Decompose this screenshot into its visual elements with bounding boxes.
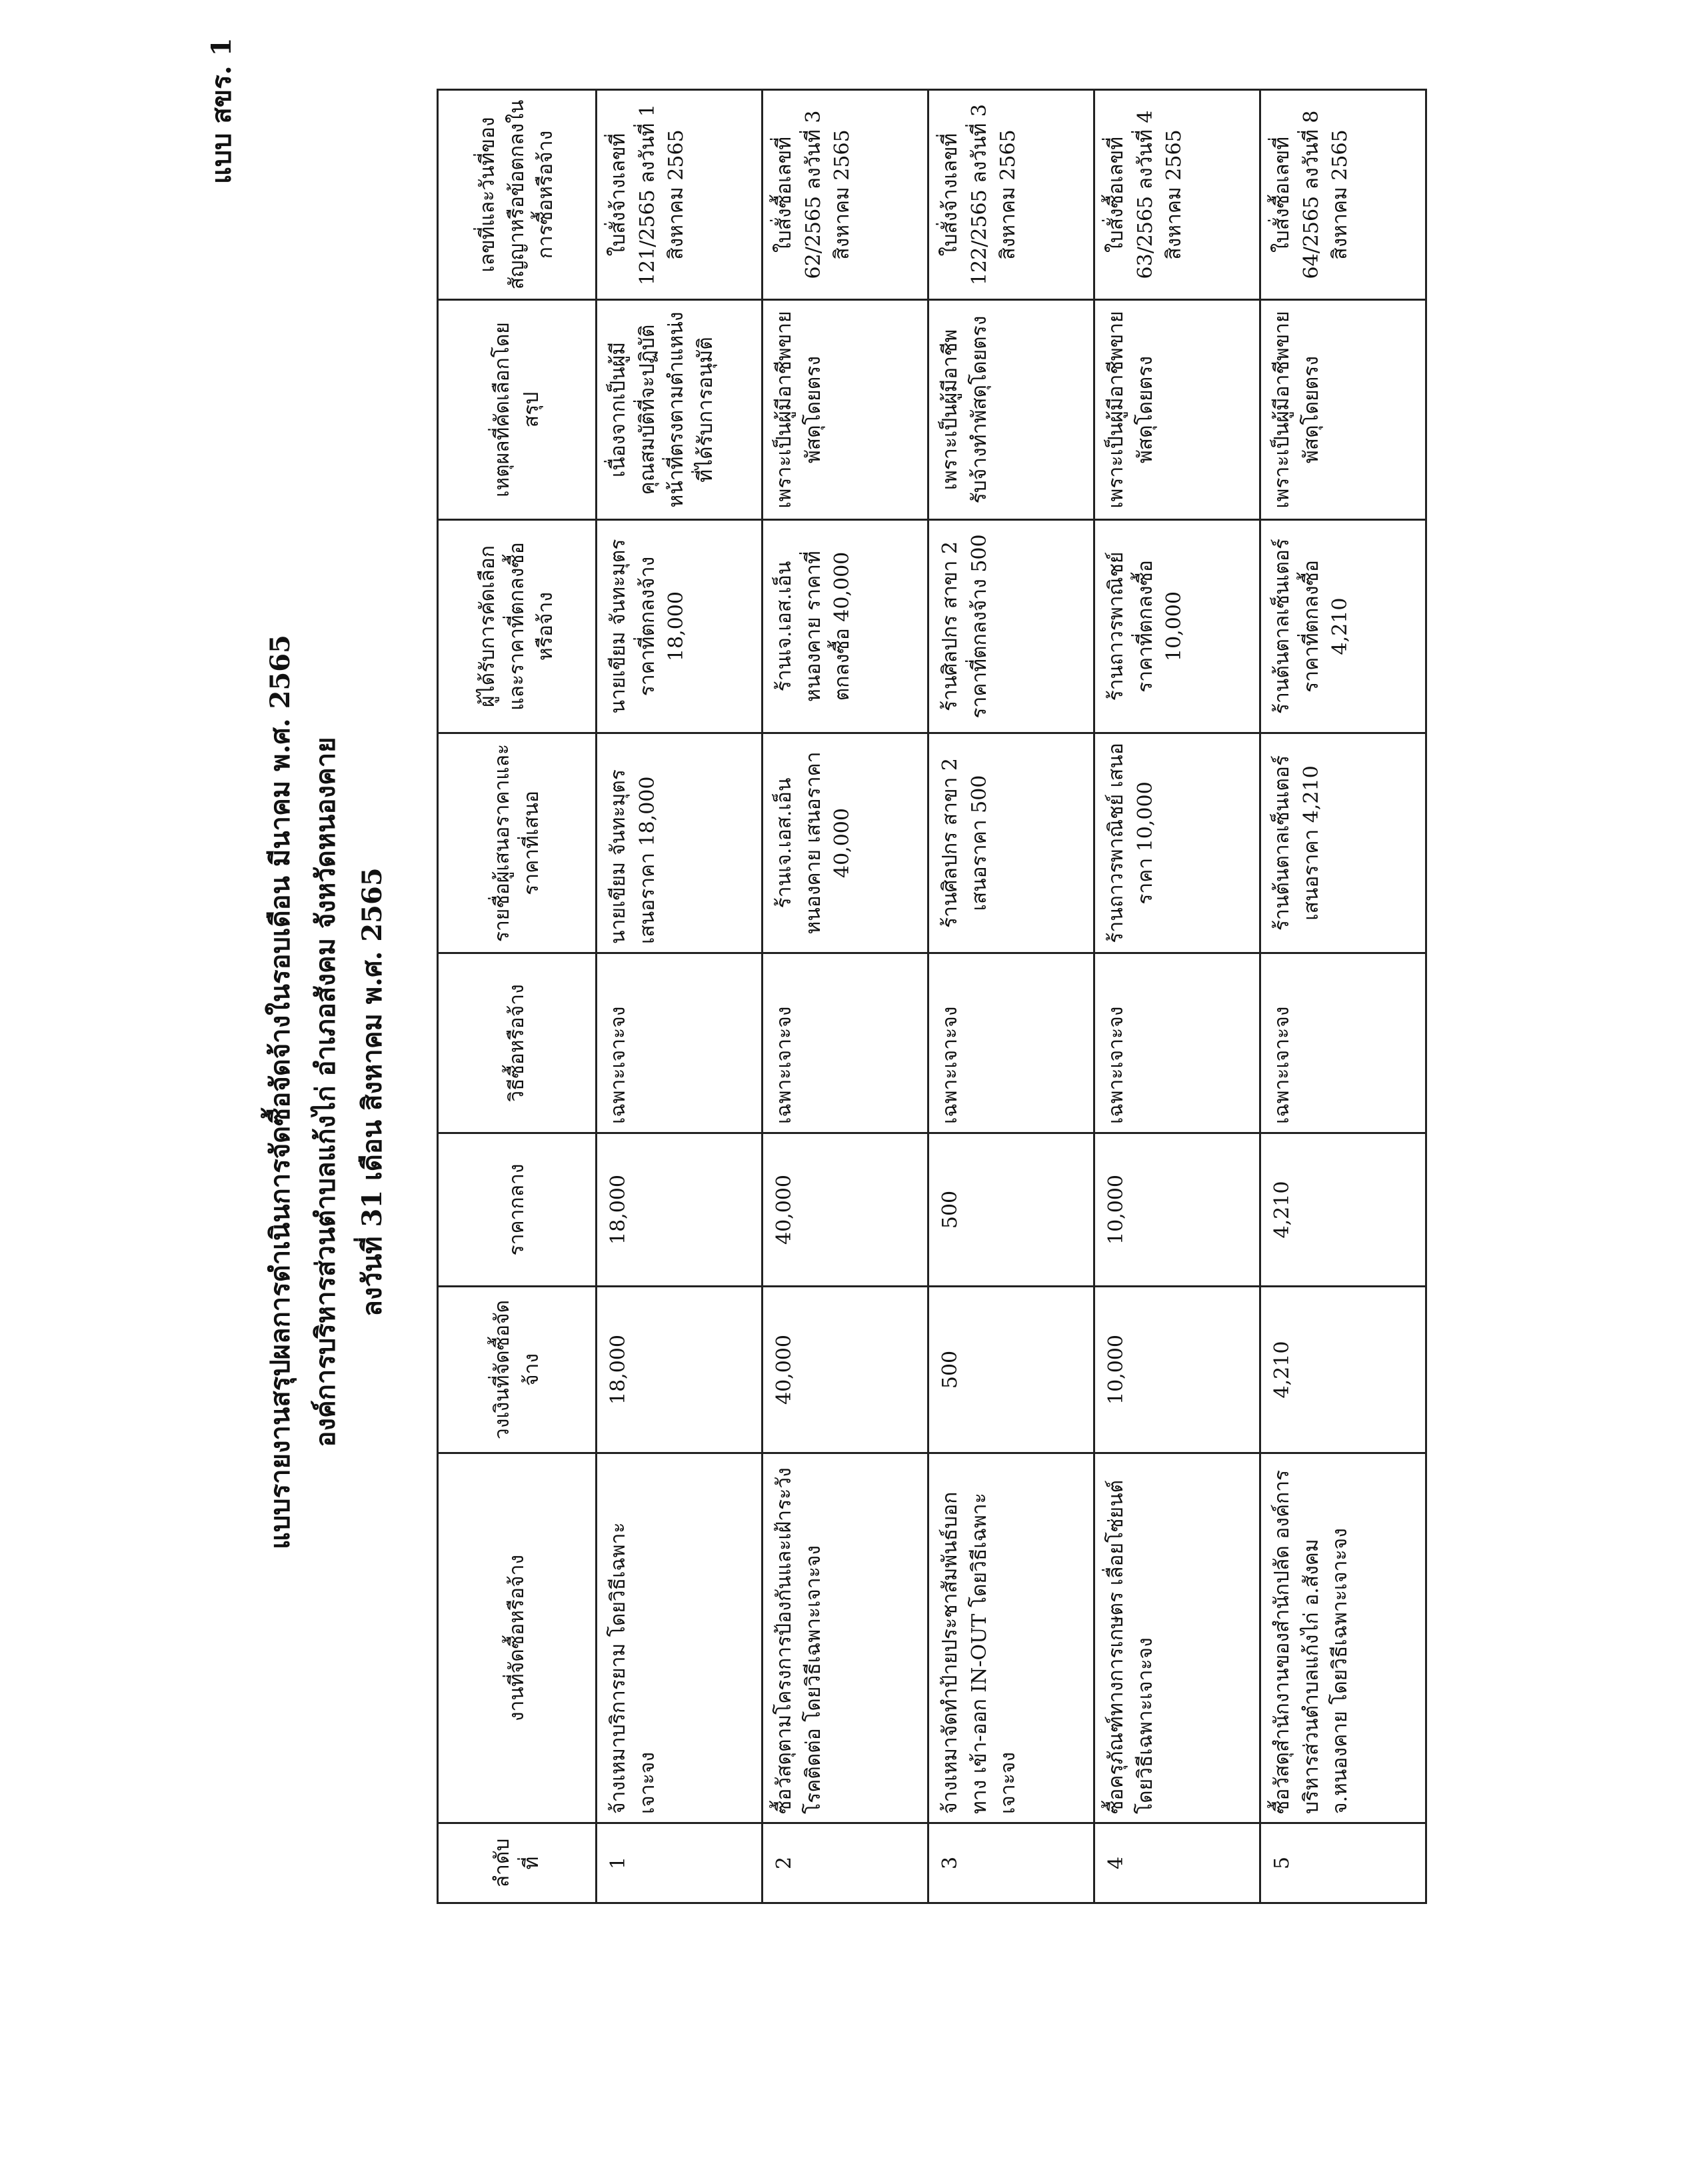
header-reason: เหตุผลที่คัดเลือกโดยสรุป [438, 300, 597, 520]
cell-reason: เนื่องจากเป็นผู้มีคุณสมบัติที่จะปฏิบัติหน้าที่ตรงตามตำแหน่งที่ได้รับการอนุมัติ [597, 300, 763, 520]
table-row [928, 90, 1094, 1903]
cell-budget: 40,000 [763, 1287, 928, 1453]
cell-selected: ร้านศิลปกร สาขา 2 ราคาที่ตกลงจ้าง 500 [928, 520, 1094, 733]
cell-bidders: ร้านเจ.เอส.เอ็น หนองคาย เสนอราคา 40,000 [763, 733, 928, 953]
cell-median-price: 10,000 [1094, 1133, 1260, 1287]
cell-no: 5 [1260, 1823, 1426, 1903]
table-row [763, 90, 928, 1903]
cell-median-price: 18,000 [597, 1133, 763, 1287]
cell-contract: ใบสั่งซื้อเลขที่ 64/2565 ลงวันที่ 8 สิงหาคม 2565 [1260, 90, 1426, 300]
header-item: งานที่จัดซื้อหรือจ้าง [438, 1453, 597, 1823]
cell-selected: ร้านถาวรพาณิชย์ ราคาที่ตกลงซื้อ 10,000 [1094, 520, 1260, 733]
header-median-price: ราคากลาง [438, 1133, 597, 1287]
cell-item: ซื้อครุภัณฑ์ทางการเกษตร เลื่อยโซ่ยนต์ โดยวิธีเฉพาะเจาะจง [1094, 1453, 1260, 1823]
cell-item: จ้างเหมาจัดทำป้ายประชาสัมพันธ์บอกทาง เข้า-ออก IN-OUT โดยวิธีเฉพาะเจาะจง [928, 1453, 1094, 1823]
cell-bidders: ร้านต้นตาลเซ็นเตอร์ เสนอราคา 4,210 [1260, 733, 1426, 953]
cell-method: เฉพาะเจาะจง [597, 953, 763, 1133]
report-date: ลงวันที่ 31 เดือน สิงหาคม พ.ศ. 2565 [357, 867, 388, 1317]
procurement-table [437, 89, 1427, 1904]
cell-reason: เพราะเป็นผู้มีอาชีพขายพัสดุโดยตรง [763, 300, 928, 520]
table-row [1260, 90, 1426, 1903]
cell-contract: ใบสั่งจ้างเลขที่ 122/2565 ลงวันที่ 3 สิงหาคม 2565 [928, 90, 1094, 300]
organization-line: องค์การบริหารส่วนตำบลแก้งไก่ อำเภอสังคม จังหวัดหนองคาย [310, 737, 341, 1447]
table-header-row [438, 90, 597, 1903]
report-title: แบบรายงานสรุปผลการดำเนินการจัดซื้อจัดจ้างในรอบเดือน มีนาคม พ.ศ. 2565 [265, 635, 296, 1549]
cell-median-price: 4,210 [1260, 1133, 1426, 1287]
cell-no: 2 [763, 1823, 928, 1903]
header-budget: วงเงินที่จัดซื้อจัดจ้าง [438, 1287, 597, 1453]
table-row [1094, 90, 1260, 1903]
cell-bidders: นายเขียม จันทะมุตร เสนอราคา 18,000 [597, 733, 763, 953]
cell-reason: เพราะเป็นผู้มีอาชีพรับจ้างทำพัสดุโดยตรง [928, 300, 1094, 520]
cell-no: 4 [1094, 1823, 1260, 1903]
cell-bidders: ร้านศิลปกร สาขา 2 เสนอราคา 500 [928, 733, 1094, 953]
cell-item: ซื้อวัสดุสำนักงานของสำนักปลัด องค์การบริหารส่วนตำบลแก้งไก่ อ.สังคม จ.หนองคาย โดยวิธีเฉพาะเจาะจง [1260, 1453, 1426, 1823]
cell-median-price: 500 [928, 1133, 1094, 1287]
cell-selected: นายเขียม จันทะมุตร ราคาที่ตกลงจ้าง 18,000 [597, 520, 763, 733]
header-bidders: รายชื่อผู้เสนอราคาและราคาที่เสนอ [438, 733, 597, 953]
cell-contract: ใบสั่งซื้อเลขที่ 63/2565 ลงวันที่ 4 สิงหาคม 2565 [1094, 90, 1260, 300]
cell-method: เฉพาะเจาะจง [1094, 953, 1260, 1133]
header-no: ลำดับที่ [438, 1823, 597, 1903]
cell-reason: เพราะเป็นผู้มีอาชีพขายพัสดุโดยตรง [1260, 300, 1426, 520]
cell-selected: ร้านเจ.เอส.เอ็น หนองคาย ราคาที่ตกลงซื้อ 40,000 [763, 520, 928, 733]
cell-reason: เพราะเป็นผู้มีอาชีพขายพัสดุโดยตรง [1094, 300, 1260, 520]
table-row [597, 90, 763, 1903]
header-selected: ผู้ได้รับการคัดเลือกและราคาที่ตกลงซื้อหรือจ้าง [438, 520, 597, 733]
cell-contract: ใบสั่งซื้อเลขที่ 62/2565 ลงวันที่ 3 สิงหาคม 2565 [763, 90, 928, 300]
cell-median-price: 40,000 [763, 1133, 928, 1287]
cell-bidders: ร้านถาวรพาณิชย์ เสนอราคา 10,000 [1094, 733, 1260, 953]
cell-budget: 4,210 [1260, 1287, 1426, 1453]
cell-item: ซื้อวัสดุตามโครงการป้องกันและเฝ้าระวังโรคติดต่อ โดยวิธีเฉพาะเจาะจง [763, 1453, 928, 1823]
cell-item: จ้างเหมาบริการยาม โดยวิธีเฉพาะเจาะจง [597, 1453, 763, 1823]
form-code: แบบ สขร. 1 [206, 37, 237, 184]
cell-no: 3 [928, 1823, 1094, 1903]
header-method: วิธีซื้อหรือจ้าง [438, 953, 597, 1133]
cell-budget: 10,000 [1094, 1287, 1260, 1453]
cell-budget: 500 [928, 1287, 1094, 1453]
cell-no: 1 [597, 1823, 763, 1903]
cell-contract: ใบสั่งจ้างเลขที่ 121/2565 ลงวันที่ 1 สิงหาคม 2565 [597, 90, 763, 300]
cell-method: เฉพาะเจาะจง [1260, 953, 1426, 1133]
header-contract: เลขที่และวันที่ของสัญญาหรือข้อตกลงในการซื้อหรือจ้าง [438, 90, 597, 300]
cell-method: เฉพาะเจาะจง [928, 953, 1094, 1133]
cell-budget: 18,000 [597, 1287, 763, 1453]
cell-method: เฉพาะเจาะจง [763, 953, 928, 1133]
cell-selected: ร้านต้นตาลเซ็นเตอร์ ราคาที่ตกลงซื้อ 4,210 [1260, 520, 1426, 733]
